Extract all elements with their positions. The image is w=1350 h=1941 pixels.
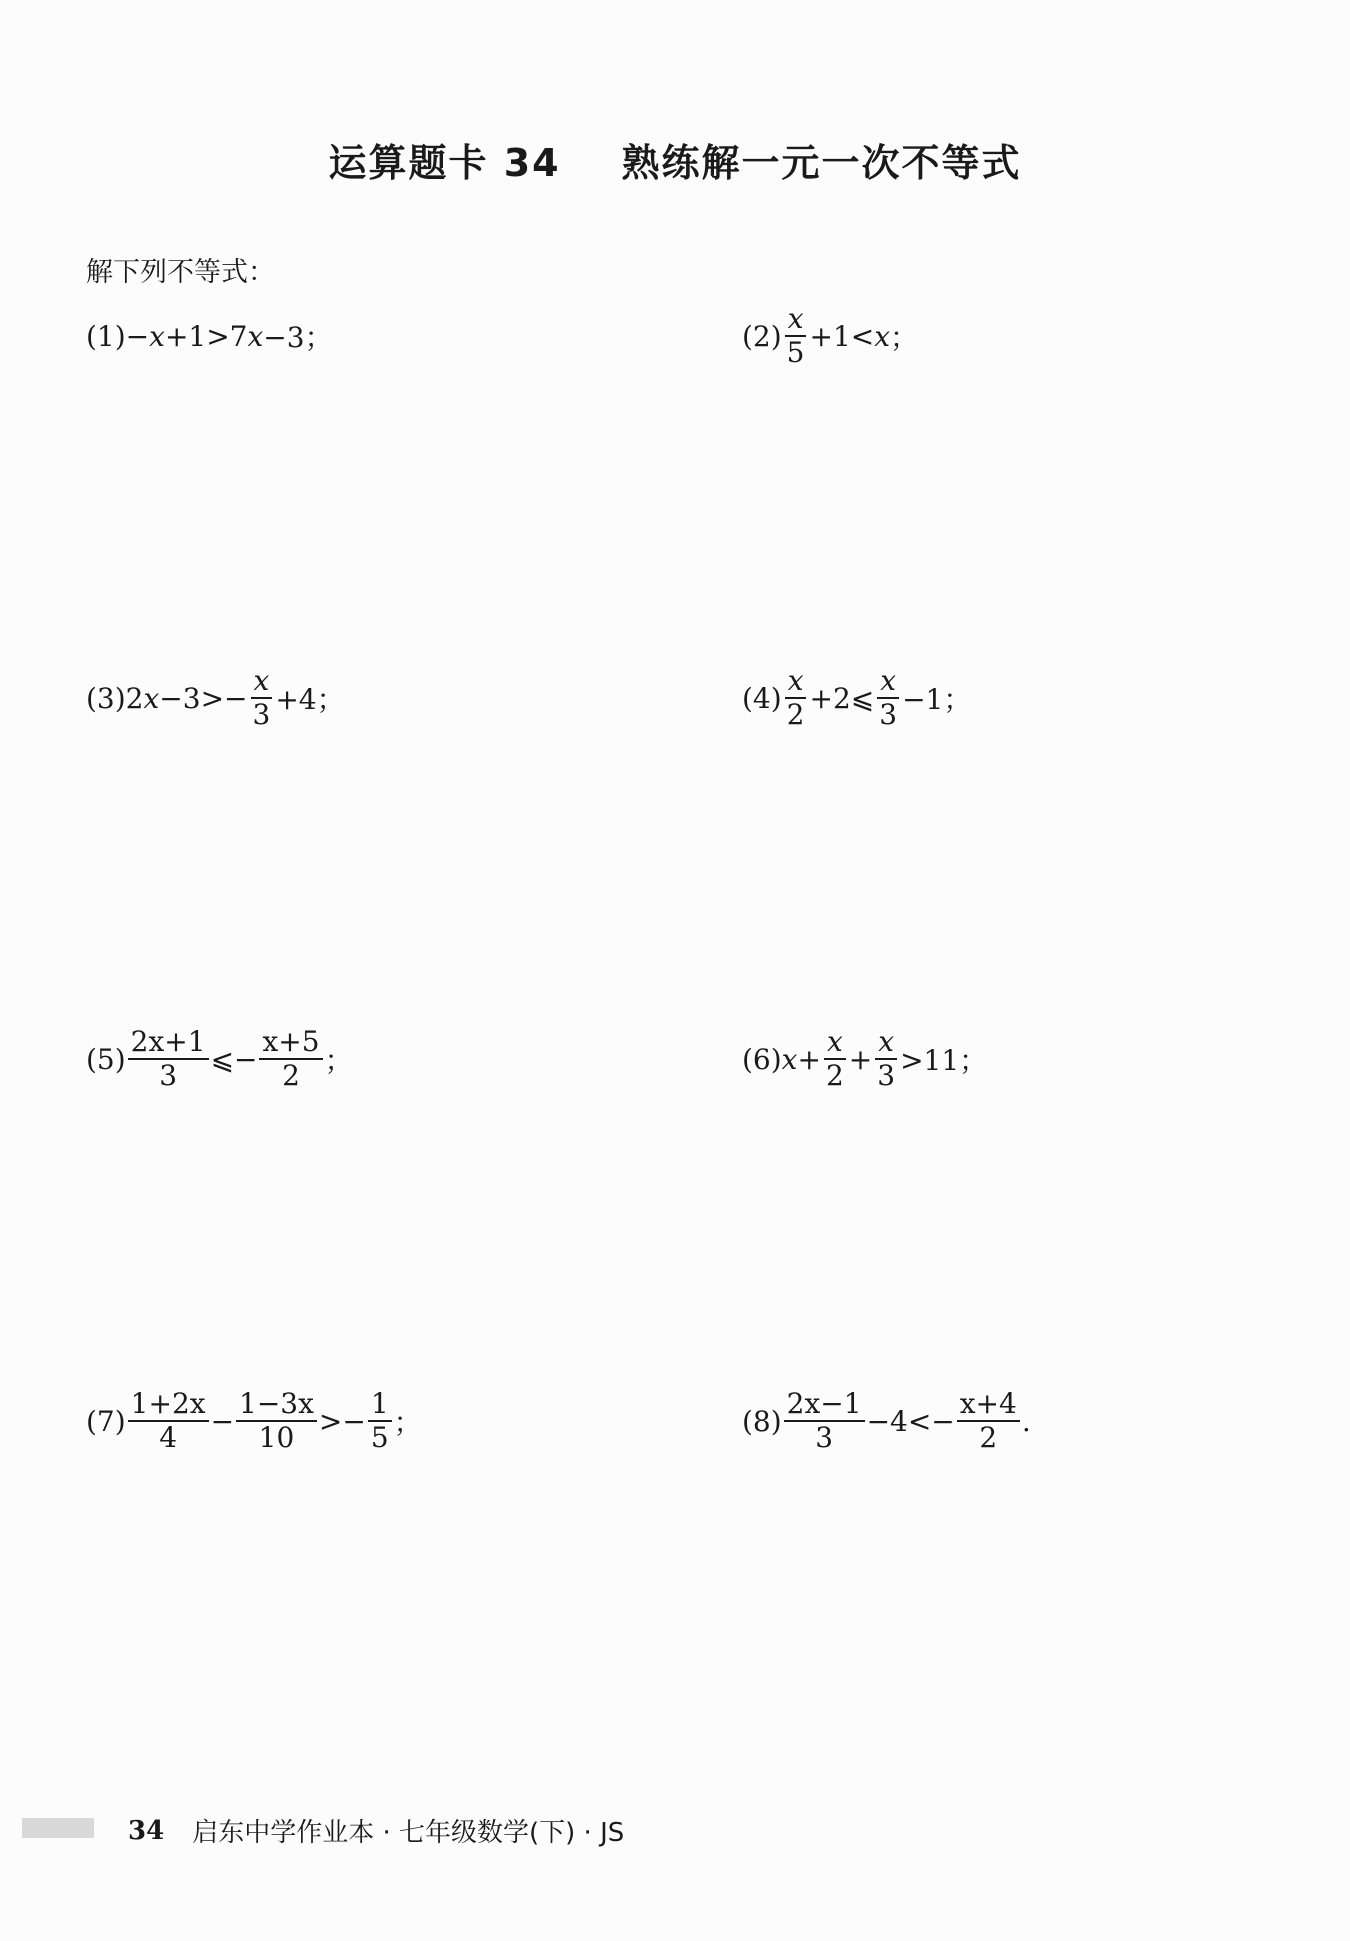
fraction	[876, 665, 900, 731]
numerator: 2x+1	[128, 1026, 209, 1060]
fraction	[128, 1026, 209, 1092]
problem-index: (7)	[86, 1404, 126, 1438]
fraction	[823, 1026, 847, 1092]
denominator: 3	[159, 1059, 178, 1092]
problem-5	[86, 1019, 353, 1099]
variable: x	[874, 319, 891, 353]
math-text: −3；	[263, 321, 333, 354]
math-text: +	[797, 1042, 821, 1076]
math-text: >−	[318, 1404, 366, 1438]
problem-6	[742, 1019, 987, 1099]
problem-expression	[782, 1026, 987, 1092]
numerator: 2x−1	[784, 1388, 865, 1422]
numerator: x	[877, 665, 899, 699]
math-text: >11；	[900, 1044, 988, 1077]
numerator: x+5	[259, 1026, 322, 1060]
problem-expression	[782, 1388, 1031, 1454]
problem-4	[742, 658, 971, 738]
denominator: 5	[786, 336, 805, 369]
problem-index: (6)	[742, 1042, 782, 1076]
problem-index: (1)	[86, 319, 126, 353]
problem-3	[86, 658, 345, 738]
numerator: x	[785, 665, 807, 699]
numerator: 1+2x	[128, 1388, 209, 1422]
problem-expression	[126, 1026, 353, 1092]
variable: x	[781, 1042, 798, 1076]
math-text: −3>−	[159, 681, 248, 715]
numerator: x	[824, 1026, 846, 1060]
numerator: x+4	[957, 1388, 1020, 1422]
numerator: 1	[368, 1388, 392, 1422]
problem-index: (3)	[86, 681, 126, 715]
math-text: +2⩽	[809, 681, 875, 715]
math-text: +1>7	[164, 319, 248, 353]
denominator: 3	[252, 698, 271, 731]
numerator: x	[875, 1026, 897, 1060]
denominator: 2	[786, 698, 805, 731]
denominator: 3	[877, 1059, 896, 1092]
fraction	[368, 1388, 392, 1454]
math-text: +4；	[275, 683, 345, 716]
variable: x	[247, 319, 264, 353]
fraction	[128, 1388, 209, 1454]
numerator: x	[251, 665, 273, 699]
problem-index: (8)	[742, 1404, 782, 1438]
math-text: ；	[324, 1044, 353, 1077]
variable: x	[149, 319, 165, 353]
fraction	[874, 1026, 898, 1092]
book-title: 启东中学作业本 · 七年级数学(下) · JS	[192, 1818, 625, 1848]
denominator: 4	[159, 1421, 178, 1454]
problem-8	[742, 1381, 1031, 1461]
denominator: 2	[979, 1421, 998, 1454]
math-text: .	[1021, 1404, 1031, 1438]
math-text: ；	[890, 321, 919, 354]
fraction	[259, 1026, 322, 1092]
page-footer	[128, 1812, 624, 1849]
problem-1	[86, 296, 333, 376]
denominator: 3	[879, 698, 898, 731]
fraction	[784, 303, 808, 369]
page-title: 运算题卡 34 熟练解一元一次不等式	[328, 141, 1022, 185]
problem-expression	[782, 665, 972, 731]
problem-expression	[126, 665, 345, 731]
numerator: x	[785, 303, 807, 337]
problem-2	[742, 296, 918, 376]
problem-index: (2)	[742, 319, 782, 353]
denominator: 2	[825, 1059, 844, 1092]
problem-expression	[126, 1388, 422, 1454]
math-text: 2	[125, 681, 144, 715]
denominator: 3	[815, 1421, 834, 1454]
fraction	[250, 665, 274, 731]
fraction	[236, 1388, 317, 1454]
fraction	[784, 1388, 865, 1454]
problem-index: (4)	[742, 681, 782, 715]
instruction-text: 解下列不等式：	[86, 257, 275, 288]
variable: x	[143, 681, 160, 715]
page-number: 34	[128, 1815, 165, 1846]
problem-7	[86, 1381, 422, 1461]
math-text: +1<	[809, 319, 875, 353]
denominator: 2	[282, 1059, 300, 1092]
fraction	[957, 1388, 1020, 1454]
math-text: −1；	[902, 683, 972, 716]
denominator: 10	[258, 1421, 295, 1454]
problem-expression	[782, 303, 918, 369]
math-text: +	[848, 1042, 873, 1076]
math-text: −	[125, 319, 150, 353]
footer-decoration-bar	[22, 1818, 94, 1838]
math-text: ⩽−	[210, 1042, 258, 1076]
fraction	[784, 665, 808, 731]
numerator: 1−3x	[236, 1388, 317, 1422]
denominator: 5	[370, 1421, 389, 1454]
problem-expression	[126, 316, 333, 356]
math-text: −	[210, 1404, 235, 1438]
math-text: −4<−	[866, 1404, 955, 1438]
problem-index: (5)	[86, 1042, 126, 1076]
math-text: ；	[393, 1406, 422, 1439]
